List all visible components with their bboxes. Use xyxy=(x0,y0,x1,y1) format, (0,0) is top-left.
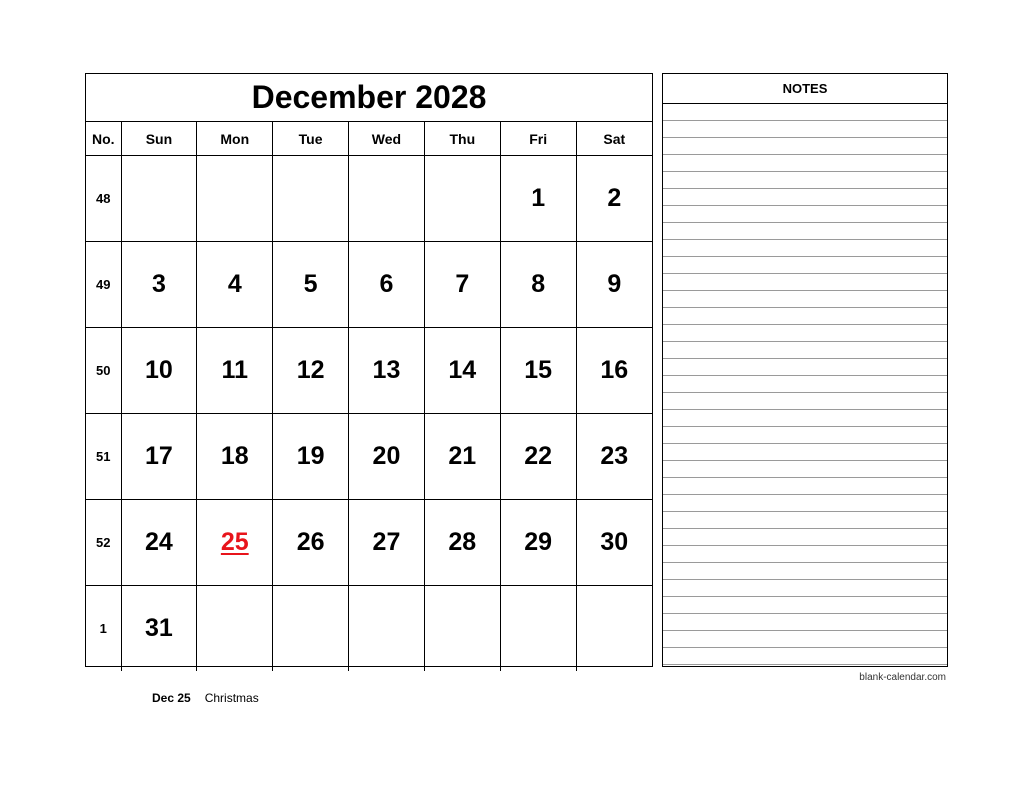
day-cell xyxy=(349,328,425,414)
day-cell xyxy=(349,414,425,500)
day-number: 18 xyxy=(220,442,249,470)
weekday-header-row xyxy=(86,122,652,156)
day-cell xyxy=(424,156,500,242)
day-cell xyxy=(121,156,197,242)
day-cell xyxy=(500,500,576,586)
calendar-grid xyxy=(86,122,652,671)
week-number: 1 xyxy=(86,586,121,672)
week-row xyxy=(86,414,652,500)
day-cell xyxy=(500,328,576,414)
day-cell xyxy=(197,242,273,328)
day-cell xyxy=(500,242,576,328)
day-cell xyxy=(273,242,349,328)
week-row xyxy=(86,500,652,586)
day-cell xyxy=(424,328,500,414)
day-cell xyxy=(197,156,273,242)
day-cell xyxy=(121,328,197,414)
day-number: 23 xyxy=(600,442,629,470)
day-number: 28 xyxy=(448,528,477,556)
day-number: 4 xyxy=(227,270,242,298)
week-number: 51 xyxy=(86,414,121,500)
week-row xyxy=(86,156,652,242)
notes-title: NOTES xyxy=(663,74,947,104)
day-cell xyxy=(121,500,197,586)
day-number: 14 xyxy=(448,356,477,384)
day-cell xyxy=(500,586,576,672)
notes-lines xyxy=(663,104,947,666)
day-cell xyxy=(273,328,349,414)
day-cell xyxy=(121,242,197,328)
day-number: 26 xyxy=(296,528,325,556)
day-cell xyxy=(576,500,652,586)
day-cell xyxy=(197,328,273,414)
day-cell xyxy=(273,586,349,672)
day-number: 5 xyxy=(303,270,318,298)
day-cell xyxy=(576,414,652,500)
weekday-header: Sat xyxy=(576,122,652,156)
day-number: 30 xyxy=(600,528,629,556)
day-number: 8 xyxy=(531,270,546,298)
holiday-date: Dec 25 xyxy=(152,691,191,705)
holiday-day-number: 25 xyxy=(220,528,249,556)
day-cell xyxy=(349,500,425,586)
weekday-header: Mon xyxy=(197,122,273,156)
day-number: 24 xyxy=(145,528,173,556)
weekday-header: Thu xyxy=(424,122,500,156)
day-number: 31 xyxy=(145,614,173,642)
week-row xyxy=(86,586,652,672)
day-cell xyxy=(273,156,349,242)
week-number: 52 xyxy=(86,500,121,586)
day-number: 17 xyxy=(145,442,173,470)
day-cell xyxy=(576,328,652,414)
day-cell xyxy=(424,414,500,500)
day-cell xyxy=(349,586,425,672)
week-number: 49 xyxy=(86,242,121,328)
day-cell xyxy=(576,586,652,672)
calendar-title: December 2028 xyxy=(86,74,652,122)
day-number: 9 xyxy=(607,270,622,298)
day-number: 13 xyxy=(372,356,401,384)
day-cell xyxy=(500,156,576,242)
site-credit: blank-calendar.com xyxy=(859,672,946,683)
day-cell xyxy=(576,242,652,328)
day-number: 27 xyxy=(372,528,401,556)
day-cell xyxy=(349,156,425,242)
day-number: 15 xyxy=(524,356,553,384)
day-cell xyxy=(349,242,425,328)
day-number: 21 xyxy=(448,442,477,470)
holiday-name: Christmas xyxy=(204,691,259,705)
day-cell xyxy=(197,500,273,586)
weekday-header: Wed xyxy=(349,122,425,156)
day-cell xyxy=(500,414,576,500)
day-cell xyxy=(576,156,652,242)
day-cell xyxy=(273,500,349,586)
day-number: 3 xyxy=(151,270,166,298)
day-cell xyxy=(121,414,197,500)
week-row xyxy=(86,242,652,328)
day-number: 2 xyxy=(607,184,622,212)
day-number: 6 xyxy=(379,270,394,298)
holiday-item xyxy=(152,691,259,705)
day-number: 20 xyxy=(372,442,401,470)
holiday-list xyxy=(152,691,259,705)
day-number: 19 xyxy=(296,442,325,470)
weekday-header: Sun xyxy=(121,122,197,156)
day-cell xyxy=(424,586,500,672)
day-number: 11 xyxy=(221,356,248,384)
day-number: 12 xyxy=(296,356,325,384)
day-cell xyxy=(121,586,197,672)
notes-panel xyxy=(662,73,948,667)
day-cell xyxy=(424,500,500,586)
week-number: 50 xyxy=(86,328,121,414)
weekday-header: Fri xyxy=(500,122,576,156)
week-number: 48 xyxy=(86,156,121,242)
weekday-header: Tue xyxy=(273,122,349,156)
day-cell xyxy=(273,414,349,500)
day-number: 22 xyxy=(524,442,553,470)
day-cell xyxy=(197,586,273,672)
day-number: 7 xyxy=(455,270,470,298)
day-cell xyxy=(424,242,500,328)
week-row xyxy=(86,328,652,414)
day-cell xyxy=(197,414,273,500)
day-number: 10 xyxy=(145,356,173,384)
day-number: 16 xyxy=(600,356,629,384)
month-calendar xyxy=(85,73,653,667)
day-number: 29 xyxy=(524,528,553,556)
week-number-header: No. xyxy=(86,122,121,156)
day-number: 1 xyxy=(531,184,546,212)
